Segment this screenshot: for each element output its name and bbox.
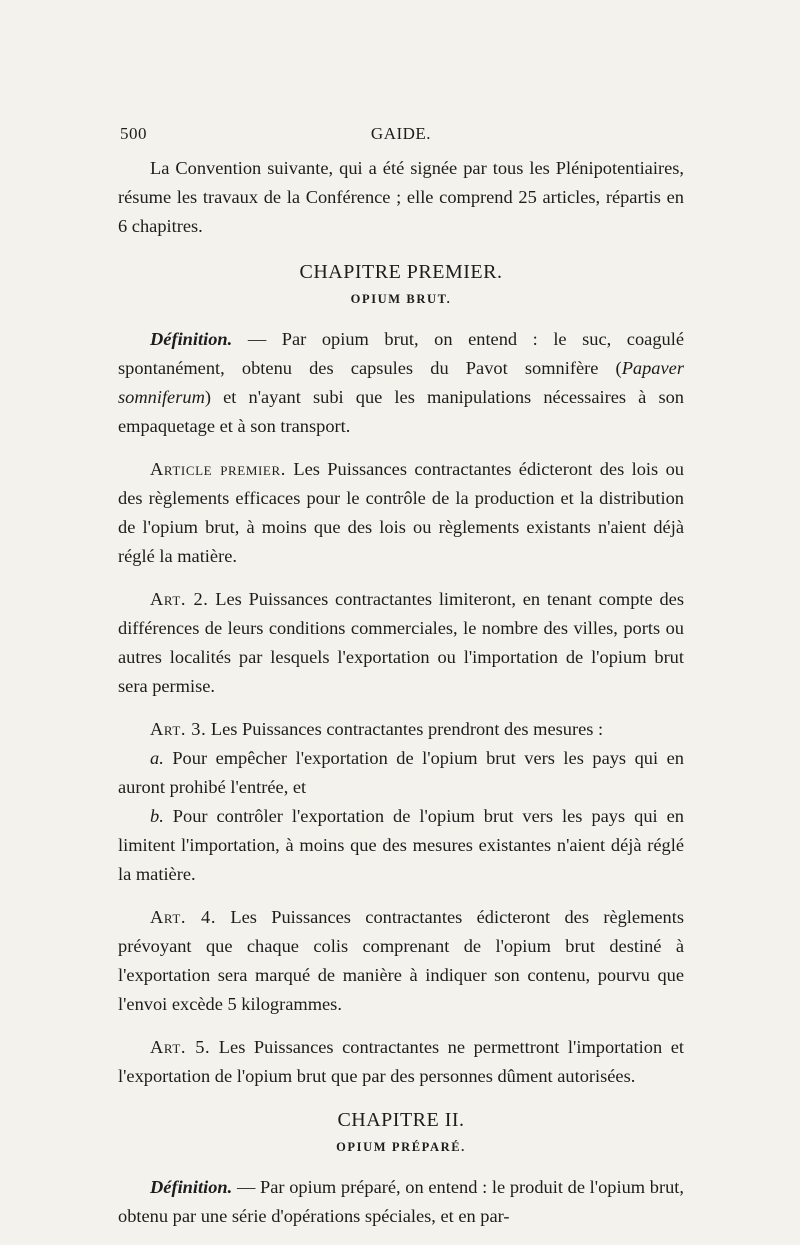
running-title: GAIDE. [370,124,432,143]
article-1-label: Article premier. [150,459,286,479]
document-page [118,124,684,1231]
article-3-text: Les Puissances contractantes prendront des mesures : [206,719,604,739]
running-header [118,124,684,154]
article-2-text: Les Puissances contractantes limiteront, en tenant compte des différences de leurs conditions commerciales, le nombre des villes, ports ou autres localités par lesquels l'exportation ou l'importation de l'opium brut sera permise. [118,589,684,696]
article-1 [118,455,684,571]
intro-paragraph: La Convention suivante, qui a été signée par tous les Plénipotentiaires, résume les travaux de la Conférence ; elle comprend 25 articles, répartis en 6 chapitres. [118,158,684,236]
definition-label: Définition. [150,329,233,349]
definition-text-1: — Par opium brut, on entend : le suc, coagulé spontanément, obtenu des capsules du Pavot somnifère ( [118,329,684,378]
chapter-2-title: CHAPITRE II. [337,1109,465,1131]
chapter-2-definition [118,1173,684,1231]
article-2 [118,585,684,701]
article-4-text: Les Puissances contractantes édicteront des règlements prévoyant que chaque colis comprenant de l'opium brut destiné à l'exportation sera marqué de manière à indiquer son contenu, pourvu que l'envoi excède 5 kilogrammes. [118,907,684,1014]
chapter-1-title: CHAPITRE PREMIER. [299,261,503,283]
article-4 [118,903,684,1019]
chapter-2-definition-text: — Par opium préparé, on entend : le produit de l'opium brut, obtenu par une série d'opérations spéciales, et en par- [118,1177,684,1226]
definition-latin-name: Papaver somniferum [118,358,684,407]
article-3-item-b-label: b. [150,806,164,826]
article-5-label: Art. 5. [150,1037,211,1057]
article-2-label: Art. 2. [150,589,209,609]
article-3-item-a-text: Pour empêcher l'exportation de l'opium brut vers les pays qui en auront prohibé l'entrée, et [118,748,684,797]
page-number: 500 [120,124,147,143]
article-1-text: Les Puissances contractantes édicteront des lois ou des règlements efficaces pour le contrôle de la production et la distribution de l'opium brut, à moins que des lois ou règlements existants n'aient déjà réglé la matière. [118,459,684,566]
article-3-item-b-text: Pour contrôler l'exportation de l'opium brut vers les pays qui en limitent l'importation, à moins que des mesures existantes n'aient déjà réglé la matière. [118,806,684,884]
article-3-item-a-label: a. [150,748,164,768]
article-5 [118,1033,684,1091]
article-5-text: Les Puissances contractantes ne permettront l'importation et l'exportation de l'opium brut que par des personnes dûment autorisées. [118,1037,684,1086]
chapter-2-definition-label: Définition. [150,1177,233,1197]
article-3-label: Art. 3. [150,719,207,739]
definition-text-2: ) et n'ayant subi que les manipulations nécessaires à son empaquetage et à son transport. [118,387,684,436]
article-3-item-b [118,802,684,889]
article-3 [118,715,684,744]
article-4-label: Art. 4. [150,907,217,927]
chapter-1-subtitle: OPIUM BRUT. [350,292,452,306]
chapter-1-definition [118,325,684,441]
article-3-item-a [118,744,684,802]
chapter-2-subtitle: OPIUM PRÉPARÉ. [336,1140,466,1154]
